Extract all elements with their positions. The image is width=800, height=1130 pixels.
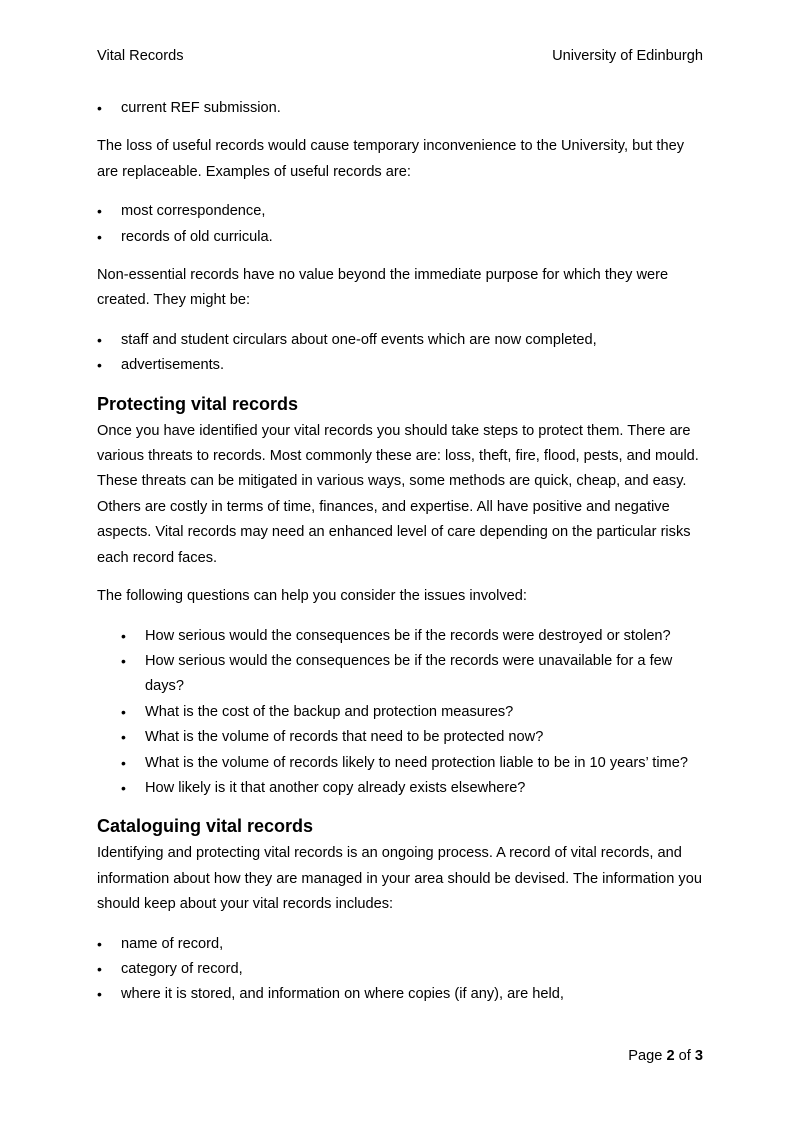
list-item: • name of record, [97, 932, 703, 957]
document-body [97, 96, 703, 1008]
paragraph-questions-intro: The following questions can help you consider the issues involved: [97, 588, 527, 605]
list-item: • What is the volume of records that need to be protected now? [97, 725, 703, 750]
bullet-list-useful-examples [97, 199, 703, 250]
document-page [97, 0, 703, 1130]
header-organisation: University of Edinburgh [552, 48, 703, 64]
list-item: • where it is stored, and information on where copies (if any), are held, [97, 982, 703, 1007]
list-item: • most correspondence, [97, 199, 703, 224]
paragraph-protecting: Once you have identified your vital records you should take steps to protect them. There are various threats to records. Most commonly these are: loss, theft, fire, flood, pests, and mould. These threats can be mitigated in various ways, some methods are quick, cheap, and easy. Others are costly in terms of time, finances, and expertise. All have positive and negative aspects. Vital records may need an enhanced level of care depending on the particular risks each record faces. [97, 422, 699, 566]
bullet-list-questions [97, 624, 703, 802]
page-of-label: of [678, 1048, 691, 1064]
heading-cataloguing-vital-records: Cataloguing vital records [97, 816, 314, 837]
page-label: Page [628, 1048, 663, 1064]
list-item: • current REF submission. [97, 96, 703, 121]
list-item: • What is the volume of records likely to need protection liable to be in 10 years’ time? [97, 751, 703, 776]
paragraph-useful-records: The loss of useful records would cause temporary inconvenience to the University, but they are replaceable. Examples of useful records are: [97, 138, 685, 180]
heading-protecting-vital-records: Protecting vital records [97, 393, 299, 414]
bullet-list-vital-examples [97, 96, 703, 121]
list-item: • What is the cost of the backup and protection measures? [97, 700, 703, 725]
bullet-list-catalogue-fields [97, 932, 703, 1008]
header-document-title: Vital Records [97, 48, 184, 64]
list-item: • How serious would the consequences be if the records were destroyed or stolen? [97, 624, 703, 649]
list-item: • How likely is it that another copy already exists elsewhere? [97, 776, 703, 801]
bullet-list-non-essential-examples [97, 328, 703, 379]
page-footer [628, 1047, 703, 1065]
paragraph-non-essential-records: Non-essential records have no value beyond the immediate purpose for which they were created. They might be: [97, 267, 669, 309]
list-item: • records of old curricula. [97, 225, 703, 250]
page-header [97, 47, 703, 65]
list-item: • category of record, [97, 957, 703, 982]
paragraph-cataloguing: Identifying and protecting vital records is an ongoing process. A record of vital records, and information about how they are managed in your area should be devised. The information you should keep about your vital records includes: [97, 845, 702, 913]
page-number-total: 3 [694, 1048, 703, 1064]
page-number-current: 2 [666, 1048, 675, 1064]
list-item: • How serious would the consequences be if the records were unavailable for a few days? [97, 649, 703, 700]
list-item: • advertisements. [97, 353, 703, 378]
list-item: • staff and student circulars about one-off events which are now completed, [97, 328, 703, 353]
